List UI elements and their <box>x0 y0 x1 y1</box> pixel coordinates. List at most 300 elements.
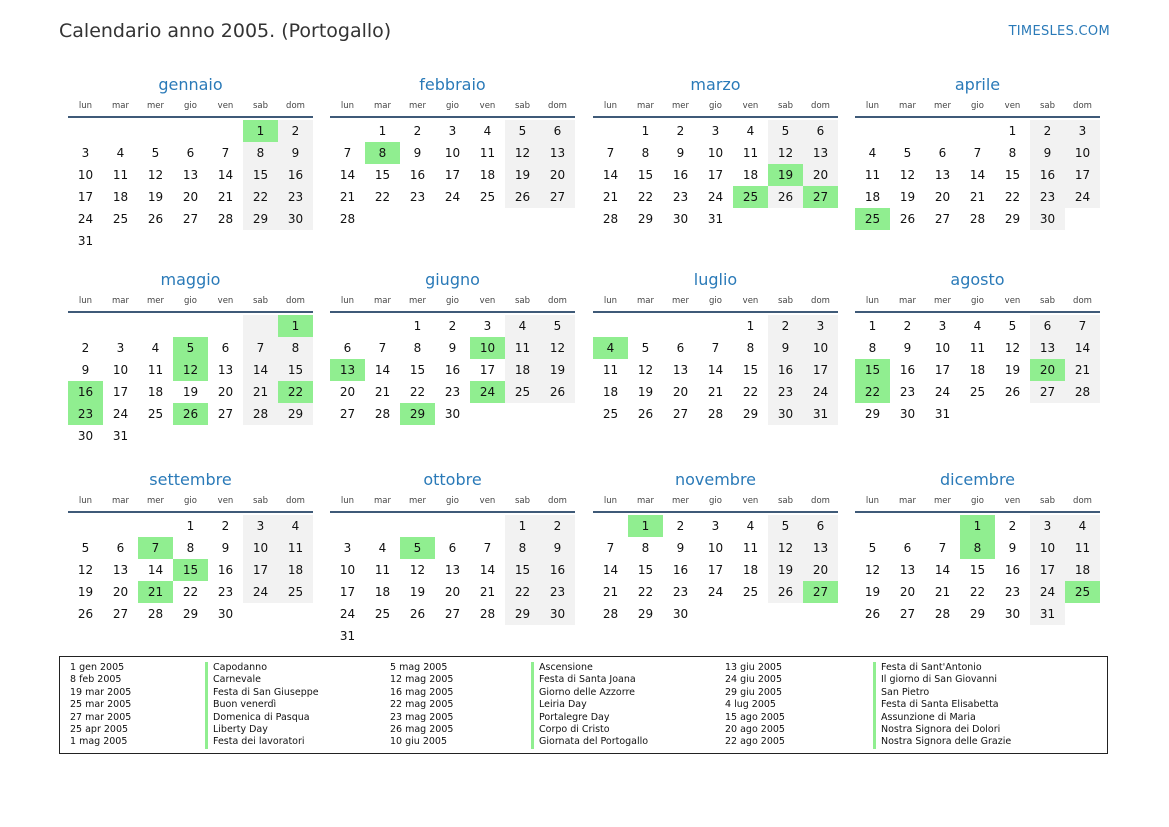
day-cell: 30 <box>278 208 313 230</box>
day-cell: 3 <box>1030 515 1065 537</box>
empty-cell <box>138 120 173 142</box>
empty-cell <box>365 315 400 337</box>
day-cell: 2 <box>448 319 457 333</box>
empty-cell <box>330 315 365 337</box>
day-cell: 3 <box>1065 120 1100 142</box>
day-cell: 8 <box>746 341 755 355</box>
day-cell: 6 <box>186 146 195 160</box>
day-cell: 21 <box>374 385 391 399</box>
day-cell: 11 <box>112 168 129 182</box>
holiday-day-cell: 20 <box>1030 359 1065 381</box>
day-cell: 11 <box>479 146 496 160</box>
weekday-label: ven <box>742 101 759 111</box>
legend-entry: Assunzione di Maria <box>881 711 976 723</box>
holiday-day-cell: 13 <box>330 359 365 381</box>
legend-entry: 22 ago 2005 <box>725 736 785 748</box>
day-cell: 24 <box>934 385 951 399</box>
legend-entry: 1 gen 2005 <box>70 662 125 673</box>
day-cell: 18 <box>1065 559 1100 581</box>
day-cell: 4 <box>746 124 755 138</box>
day-cell: 24 <box>1065 186 1100 208</box>
day-cell: 12 <box>77 563 94 577</box>
day-cell: 14 <box>602 563 619 577</box>
day-cell: 18 <box>479 168 496 182</box>
day-cell: 19 <box>505 164 540 186</box>
day-cell: 11 <box>742 146 759 160</box>
legend-entry: Liberty Day <box>213 724 268 736</box>
day-cell: 16 <box>409 168 426 182</box>
legend-entry: Festa di San Giuseppe <box>213 686 319 698</box>
day-cell: 7 <box>483 541 492 555</box>
day-cell: 12 <box>540 337 575 359</box>
empty-cell <box>890 120 925 142</box>
day-cell: 18 <box>742 168 759 182</box>
legend-entry: Nostra Signora dei Dolori <box>881 724 1001 736</box>
holiday-day-cell: 25 <box>733 186 768 208</box>
day-cell: 7 <box>343 146 352 160</box>
day-cell: 3 <box>81 146 90 160</box>
weekday-label: ven <box>479 296 496 306</box>
day-cell: 5 <box>641 341 650 355</box>
holiday-day-cell: 1 <box>278 315 313 337</box>
day-cell: 16 <box>1030 164 1065 186</box>
empty-cell <box>470 625 505 647</box>
legend-entry: Festa di Santa Joana <box>539 674 636 686</box>
day-cell: 4 <box>1065 515 1100 537</box>
day-cell: 12 <box>899 168 916 182</box>
weekday-label: mar <box>637 101 654 111</box>
day-cell: 13 <box>803 142 838 164</box>
day-cell: 2 <box>413 124 422 138</box>
day-cell: 2 <box>81 341 90 355</box>
day-cell: 28 <box>479 607 496 621</box>
day-grid <box>855 515 1100 625</box>
holiday-day-cell: 10 <box>470 337 505 359</box>
day-cell: 2 <box>221 519 230 533</box>
day-cell: 3 <box>243 515 278 537</box>
day-cell: 25 <box>112 212 129 226</box>
weekday-label: dom <box>548 496 567 506</box>
day-cell: 8 <box>278 337 313 359</box>
day-cell: 10 <box>1030 537 1065 559</box>
weekday-label: sab <box>514 296 531 306</box>
day-cell: 23 <box>540 581 575 603</box>
empty-cell <box>768 603 803 625</box>
day-cell: 22 <box>374 190 391 204</box>
day-cell: 31 <box>339 629 356 643</box>
month-gennaio <box>68 74 313 252</box>
day-cell: 11 <box>864 168 881 182</box>
day-cell: 5 <box>768 515 803 537</box>
day-cell: 22 <box>182 585 199 599</box>
day-cell: 8 <box>186 541 195 555</box>
day-cell: 13 <box>672 363 689 377</box>
day-cell: 3 <box>803 315 838 337</box>
empty-cell <box>278 603 313 625</box>
month-marzo <box>593 74 838 230</box>
holiday-day-cell: 27 <box>803 186 838 208</box>
empty-cell <box>138 315 173 337</box>
day-cell: 23 <box>1030 186 1065 208</box>
legend-dates-col-1 <box>70 662 131 749</box>
day-cell: 15 <box>969 563 986 577</box>
day-cell: 26 <box>147 212 164 226</box>
legend-entry: 8 feb 2005 <box>70 674 122 686</box>
day-cell: 17 <box>707 563 724 577</box>
empty-cell <box>400 625 435 647</box>
month-febbraio <box>330 74 575 230</box>
day-cell: 4 <box>868 146 877 160</box>
empty-cell <box>470 208 505 230</box>
day-cell: 24 <box>339 607 356 621</box>
weekday-label: dom <box>811 296 830 306</box>
weekday-label: lun <box>865 296 880 306</box>
day-cell: 27 <box>339 407 356 421</box>
day-cell: 5 <box>540 315 575 337</box>
day-cell: 2 <box>903 319 912 333</box>
empty-cell <box>733 603 768 625</box>
day-cell: 14 <box>602 168 619 182</box>
day-cell: 7 <box>243 337 278 359</box>
day-cell: 7 <box>1065 315 1100 337</box>
day-cell: 10 <box>803 337 838 359</box>
empty-cell <box>803 603 838 625</box>
weekday-label: mer <box>408 496 426 506</box>
holiday-day-cell: 21 <box>138 581 173 603</box>
legend-entry: Festa di Santa Elisabetta <box>881 699 999 711</box>
day-grid <box>855 120 1100 230</box>
weekday-header <box>330 96 575 118</box>
month-aprile <box>855 74 1100 230</box>
day-cell: 28 <box>147 607 164 621</box>
empty-cell <box>138 425 173 447</box>
legend-entry: 27 mar 2005 <box>70 711 132 723</box>
legend-dates-col-2 <box>390 662 453 749</box>
day-cell: 24 <box>444 190 461 204</box>
day-cell: 9 <box>768 337 803 359</box>
day-cell: 20 <box>899 585 916 599</box>
weekday-label: mar <box>637 496 654 506</box>
legend-entry: 20 ago 2005 <box>725 724 785 736</box>
day-cell: 26 <box>637 407 654 421</box>
month-name: aprile <box>954 75 1001 94</box>
day-cell: 5 <box>903 146 912 160</box>
holiday-day-cell: 16 <box>68 381 103 403</box>
legend-names-col-2 <box>531 662 648 749</box>
day-cell: 12 <box>1004 341 1021 355</box>
empty-cell <box>1030 403 1065 425</box>
weekday-label: sab <box>252 296 269 306</box>
day-cell: 9 <box>676 146 685 160</box>
weekday-label: dom <box>286 296 305 306</box>
day-cell: 6 <box>903 541 912 555</box>
day-cell: 21 <box>243 381 278 403</box>
month-name: maggio <box>160 270 221 289</box>
day-cell: 25 <box>969 385 986 399</box>
legend-entry: Giorno delle Azzorre <box>539 686 635 698</box>
day-cell: 19 <box>1004 363 1021 377</box>
empty-cell <box>768 208 803 230</box>
day-cell: 6 <box>221 341 230 355</box>
day-cell: 16 <box>899 363 916 377</box>
month-luglio <box>593 269 838 425</box>
legend-names-col-1 <box>205 662 319 749</box>
site-link[interactable]: TIMESLES.COM <box>1008 24 1110 39</box>
weekday-label: dom <box>1073 496 1092 506</box>
day-cell: 19 <box>637 385 654 399</box>
day-cell: 2 <box>540 515 575 537</box>
day-cell: 14 <box>243 359 278 381</box>
weekday-label: dom <box>1073 101 1092 111</box>
day-cell: 3 <box>938 319 947 333</box>
weekday-label: sab <box>514 101 531 111</box>
day-cell: 17 <box>1065 164 1100 186</box>
weekday-label: mer <box>933 101 951 111</box>
weekday-label: ven <box>1004 296 1021 306</box>
day-cell: 13 <box>182 168 199 182</box>
day-cell: 26 <box>768 186 803 208</box>
day-cell: 27 <box>1030 381 1065 403</box>
day-cell: 29 <box>637 607 654 621</box>
day-cell: 3 <box>448 124 457 138</box>
day-cell: 16 <box>278 164 313 186</box>
day-cell: 17 <box>77 190 94 204</box>
empty-cell <box>435 208 470 230</box>
day-cell: 3 <box>711 519 720 533</box>
empty-cell <box>103 315 138 337</box>
day-cell: 15 <box>278 359 313 381</box>
day-cell: 12 <box>864 563 881 577</box>
day-cell: 24 <box>1030 581 1065 603</box>
day-cell: 12 <box>147 168 164 182</box>
legend-entry: 26 mag 2005 <box>390 724 454 736</box>
legend-entry: Giornata del Portogallo <box>539 736 649 748</box>
legend-entry: San Pietro <box>881 686 930 698</box>
day-cell: 12 <box>637 363 654 377</box>
weekday-label: sab <box>252 101 269 111</box>
day-cell: 8 <box>413 341 422 355</box>
day-cell: 21 <box>707 385 724 399</box>
day-cell: 20 <box>182 190 199 204</box>
day-cell: 18 <box>742 563 759 577</box>
day-cell: 3 <box>711 124 720 138</box>
day-grid <box>68 120 313 252</box>
day-cell: 9 <box>903 341 912 355</box>
day-cell: 30 <box>217 607 234 621</box>
weekday-label: dom <box>1073 296 1092 306</box>
day-cell: 20 <box>112 585 129 599</box>
day-cell: 27 <box>444 607 461 621</box>
month-name: dicembre <box>939 470 1016 489</box>
day-cell: 16 <box>217 563 234 577</box>
day-cell: 22 <box>742 385 759 399</box>
holiday-day-cell: 8 <box>365 142 400 164</box>
weekday-label: sab <box>252 496 269 506</box>
empty-cell <box>505 208 540 230</box>
day-cell: 15 <box>374 168 391 182</box>
legend-entry: Leiria Day <box>539 699 587 711</box>
day-cell: 11 <box>147 363 164 377</box>
weekday-label: mar <box>899 296 916 306</box>
empty-cell <box>173 425 208 447</box>
weekday-label: gio <box>971 101 984 111</box>
weekday-label: mer <box>146 496 164 506</box>
day-cell: 23 <box>672 190 689 204</box>
day-cell: 21 <box>602 190 619 204</box>
month-dicembre <box>855 469 1100 625</box>
empty-cell <box>103 230 138 252</box>
day-cell: 9 <box>278 142 313 164</box>
empty-cell <box>593 515 628 537</box>
day-cell: 9 <box>81 363 90 377</box>
weekday-label: mar <box>899 496 916 506</box>
day-cell: 24 <box>243 581 278 603</box>
day-cell: 3 <box>116 341 125 355</box>
day-grid <box>593 515 838 625</box>
day-cell: 18 <box>147 385 164 399</box>
weekday-header <box>330 491 575 513</box>
empty-cell <box>855 120 890 142</box>
day-cell: 23 <box>444 385 461 399</box>
day-cell: 11 <box>1065 537 1100 559</box>
holiday-day-cell: 1 <box>243 120 278 142</box>
day-cell: 10 <box>934 341 951 355</box>
weekday-label: ven <box>1004 496 1021 506</box>
day-cell: 7 <box>221 146 230 160</box>
day-cell: 15 <box>742 363 759 377</box>
weekday-label: dom <box>286 101 305 111</box>
day-cell: 2 <box>278 120 313 142</box>
day-grid <box>330 120 575 230</box>
legend-names-col-3 <box>873 662 1011 749</box>
day-cell: 10 <box>112 363 129 377</box>
day-cell: 27 <box>540 186 575 208</box>
day-cell: 4 <box>151 341 160 355</box>
day-cell: 20 <box>803 559 838 581</box>
weekday-label: dom <box>548 296 567 306</box>
weekday-label: sab <box>777 101 794 111</box>
weekday-label: dom <box>811 101 830 111</box>
legend-entry: Buon venerdì <box>213 699 277 711</box>
weekday-label: mer <box>408 101 426 111</box>
day-cell: 1 <box>505 515 540 537</box>
day-cell: 26 <box>899 212 916 226</box>
day-cell: 4 <box>483 124 492 138</box>
month-giugno <box>330 269 575 425</box>
day-cell: 30 <box>672 607 689 621</box>
day-cell: 19 <box>147 190 164 204</box>
holiday-day-cell: 24 <box>470 381 505 403</box>
day-cell: 17 <box>243 559 278 581</box>
day-grid <box>593 120 838 230</box>
day-cell: 25 <box>278 581 313 603</box>
weekday-label: lun <box>865 496 880 506</box>
day-cell: 23 <box>409 190 426 204</box>
day-cell: 6 <box>1030 315 1065 337</box>
day-cell: 1 <box>378 124 387 138</box>
day-cell: 28 <box>1065 381 1100 403</box>
day-cell: 21 <box>602 585 619 599</box>
month-name: settembre <box>149 470 232 489</box>
weekday-label: ven <box>1004 101 1021 111</box>
legend-entry: Carnevale <box>213 674 261 686</box>
day-cell: 24 <box>707 190 724 204</box>
day-cell: 2 <box>676 519 685 533</box>
day-cell: 14 <box>969 168 986 182</box>
weekday-label: sab <box>777 296 794 306</box>
empty-cell <box>138 230 173 252</box>
month-name: luglio <box>693 270 738 289</box>
day-cell: 11 <box>374 563 391 577</box>
weekday-label: gio <box>446 496 459 506</box>
empty-cell <box>960 403 995 425</box>
day-cell: 31 <box>934 407 951 421</box>
weekday-label: lun <box>603 101 618 111</box>
weekday-label: mar <box>112 496 129 506</box>
day-cell: 13 <box>1030 337 1065 359</box>
day-cell: 25 <box>479 190 496 204</box>
day-cell: 25 <box>742 585 759 599</box>
empty-cell <box>593 315 628 337</box>
weekday-label: sab <box>514 496 531 506</box>
empty-cell <box>1065 208 1100 230</box>
day-cell: 11 <box>969 341 986 355</box>
weekday-label: ven <box>479 496 496 506</box>
day-cell: 8 <box>641 541 650 555</box>
day-cell: 30 <box>1004 607 1021 621</box>
month-novembre <box>593 469 838 625</box>
month-name: febbraio <box>419 75 486 94</box>
day-cell: 14 <box>1065 337 1100 359</box>
legend-entry: Il giorno di San Giovanni <box>881 674 998 686</box>
day-cell: 6 <box>448 541 457 555</box>
empty-cell <box>505 403 540 425</box>
weekday-header <box>855 291 1100 313</box>
day-cell: 17 <box>112 385 129 399</box>
weekday-label: gio <box>184 496 197 506</box>
empty-cell <box>243 230 278 252</box>
day-cell: 28 <box>969 212 986 226</box>
weekday-header <box>855 491 1100 513</box>
day-cell: 18 <box>602 385 619 399</box>
month-name: marzo <box>690 75 741 94</box>
weekday-label: dom <box>548 101 567 111</box>
day-cell: 1 <box>1008 124 1017 138</box>
day-cell: 21 <box>479 585 496 599</box>
day-cell: 22 <box>637 190 654 204</box>
day-cell: 11 <box>278 537 313 559</box>
legend-entry: 23 mag 2005 <box>390 711 454 723</box>
day-cell: 24 <box>707 585 724 599</box>
day-cell: 17 <box>444 168 461 182</box>
day-cell: 26 <box>540 381 575 403</box>
weekday-label: mar <box>112 101 129 111</box>
day-cell: 10 <box>707 146 724 160</box>
weekday-label: mer <box>146 296 164 306</box>
day-cell: 28 <box>374 407 391 421</box>
holiday-day-cell: 4 <box>593 337 628 359</box>
day-cell: 21 <box>934 585 951 599</box>
day-cell: 30 <box>444 407 461 421</box>
day-cell: 5 <box>1008 319 1017 333</box>
day-cell: 30 <box>77 429 94 443</box>
day-cell: 22 <box>409 385 426 399</box>
empty-cell <box>330 515 365 537</box>
day-cell: 14 <box>339 168 356 182</box>
empty-cell <box>733 208 768 230</box>
day-cell: 22 <box>505 581 540 603</box>
empty-cell <box>208 425 243 447</box>
